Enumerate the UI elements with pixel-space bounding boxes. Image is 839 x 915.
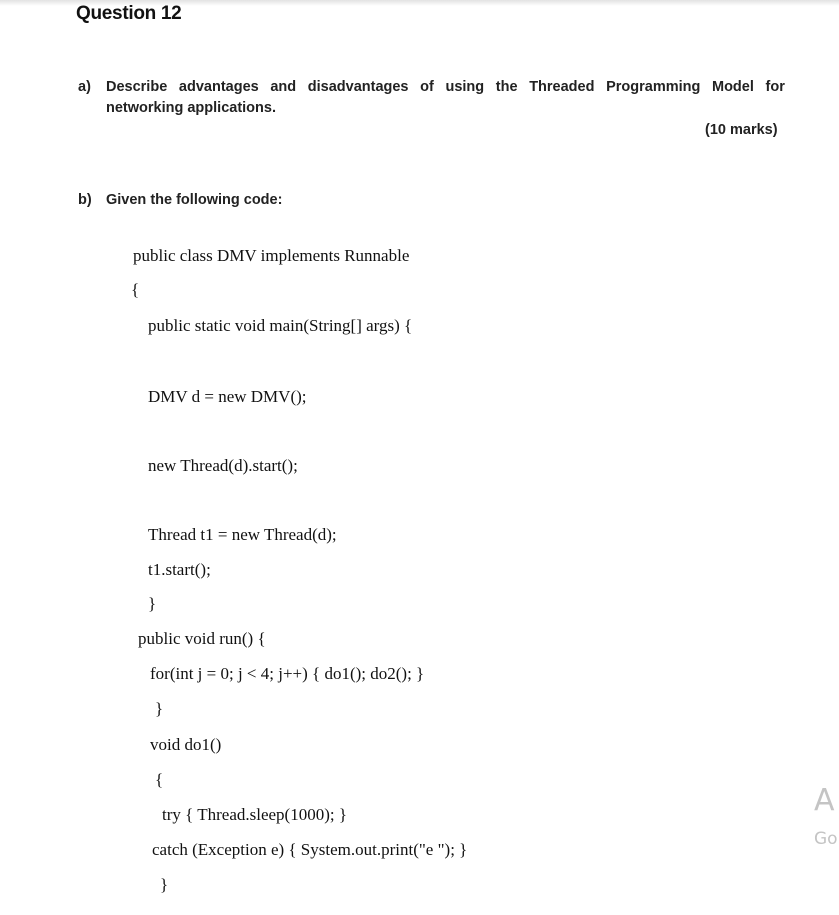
code-line: Thread t1 = new Thread(d);	[148, 525, 337, 544]
code-line: public class DMV implements Runnable	[133, 246, 410, 265]
part-a-word: Model	[712, 79, 754, 95]
code-line: }	[160, 875, 169, 894]
part-a-word: Threaded	[529, 79, 595, 95]
part-a-word: disadvantages	[307, 79, 409, 95]
code-line: try { Thread.sleep(1000); }	[162, 805, 348, 824]
code-line: }	[155, 699, 164, 718]
part-a-word: for	[765, 79, 785, 95]
code-line: DMV d = new DMV();	[148, 387, 307, 406]
part-a-word: using	[445, 79, 485, 95]
part-a-marks: (10 marks)	[705, 122, 778, 138]
question-title: Question 12	[76, 3, 182, 24]
code-line: new Thread(d).start();	[148, 456, 298, 475]
activation-watermark-line2: Go	[814, 829, 838, 849]
part-a-word: Programming	[606, 79, 701, 95]
code-line: void do1()	[150, 735, 222, 754]
part-a-label: a)	[78, 79, 91, 95]
part-a-word: Describe	[106, 79, 168, 95]
code-line: }	[148, 594, 157, 613]
code-line: public void run() {	[138, 629, 266, 648]
code-line: catch (Exception e) { System.out.print("e "); }	[152, 840, 468, 859]
part-a-word: and	[270, 79, 297, 95]
part-b-text: Given the following code:	[106, 192, 283, 208]
activation-watermark-line1: A	[814, 783, 835, 818]
code-line: public static void main(String[] args) {	[148, 316, 413, 335]
part-a-word: the	[495, 79, 518, 95]
code-line: {	[155, 770, 164, 789]
part-a-line1	[106, 79, 785, 95]
part-b-label: b)	[78, 192, 92, 208]
code-line: for(int j = 0; j < 4; j++) { do1(); do2(); }	[150, 664, 425, 683]
code-line: t1.start();	[148, 560, 211, 579]
code-line: {	[131, 280, 140, 299]
part-a-word: advantages	[178, 79, 259, 95]
part-a-word: of	[420, 79, 434, 95]
part-a-line2: networking applications.	[106, 100, 276, 116]
